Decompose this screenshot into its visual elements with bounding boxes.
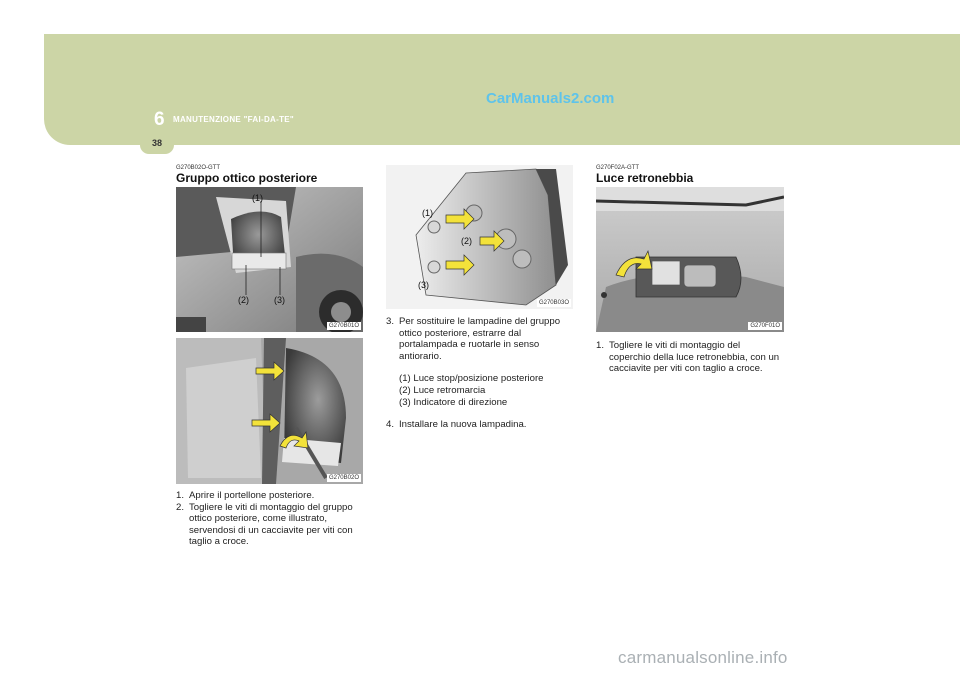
callout-1: (1) <box>252 193 263 203</box>
figure-fog-lamp <box>596 187 784 332</box>
page-number: 38 <box>151 138 162 148</box>
watermark-link-bottom[interactable]: carmanualsonline.info <box>618 648 788 667</box>
section-title-right: Luce retronebbia <box>596 171 694 185</box>
figure-tailgate-open <box>176 338 363 484</box>
bulb-list-item: (3) Indicatore di direzione <box>399 396 508 408</box>
callout-3: (3) <box>418 280 429 290</box>
bulb-list-item: (2) Luce retromarcia <box>399 384 486 396</box>
page-number-tab <box>140 136 174 154</box>
steps-middle <box>386 316 574 431</box>
figure-code: G270B02O <box>328 475 359 481</box>
section-code-left: G270B02O-GTT <box>176 165 221 171</box>
callout-1: (1) <box>422 208 433 218</box>
section-code-right: G270F02A-GTT <box>596 165 640 171</box>
chapter-title: MANUTENZIONE "FAI-DA-TE" <box>173 115 295 124</box>
step: 4. Installare la nuova lampadina. <box>386 419 527 431</box>
step: 2. Togliere le viti di montaggio del gruppo ottico posteriore, come illustrato, servendosi di un cacciavite per viti con taglio a croce. <box>176 501 353 548</box>
step: 1. Togliere le viti di montaggio del coperchio della luce retronebbia, con un cacciavite per viti con taglio a croce. <box>596 340 780 375</box>
figure-code: G270B01O <box>328 323 359 329</box>
step: 3. Per sostituire le lampadine del gruppo ottico posteriore, estrarre dal portalampada e ruotarle in senso antiorario. <box>386 316 561 362</box>
step: 1. Aprire il portellone posteriore. <box>176 490 315 501</box>
chapter-number: 6 <box>154 109 165 130</box>
steps-left <box>176 490 364 548</box>
callout-2: (2) <box>238 295 249 305</box>
callout-3: (3) <box>274 295 285 305</box>
figure-code: G270B03O <box>538 300 569 306</box>
bulb-list-item: (1) Luce stop/posizione posteriore <box>399 373 544 385</box>
callout-2: (2) <box>461 236 472 246</box>
figure-rear-car <box>176 187 363 332</box>
steps-right <box>596 340 784 375</box>
section-title-left: Gruppo ottico posteriore <box>176 171 318 185</box>
watermark-link-top[interactable]: CarManuals2.com <box>486 90 615 107</box>
figure-code: G270F01O <box>750 323 780 329</box>
figure-bulb-holders <box>386 165 573 309</box>
